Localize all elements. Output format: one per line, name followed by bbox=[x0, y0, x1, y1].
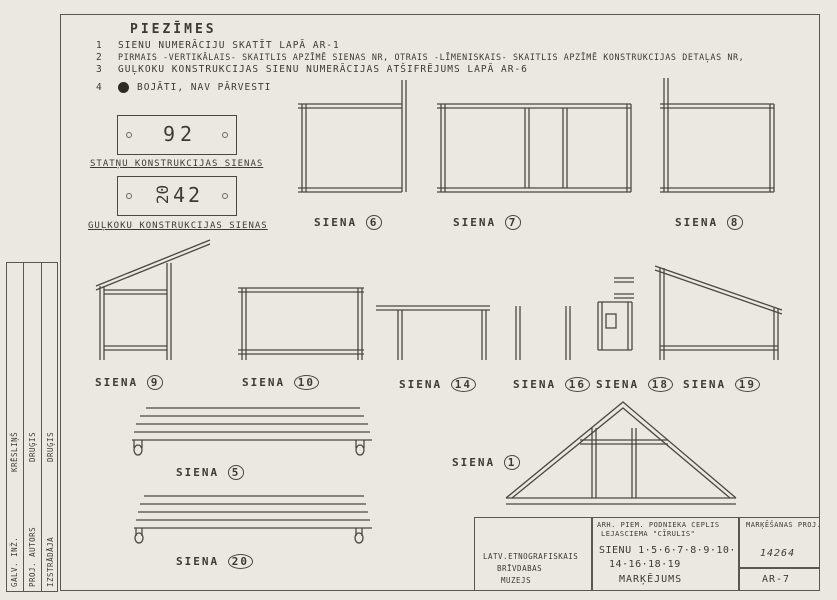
name-drugis-2: DRUĢIS bbox=[46, 431, 55, 462]
wall-label-14: SIENA 14 bbox=[399, 378, 476, 391]
gulkoku-mark-detail: 2 bbox=[188, 183, 201, 207]
statnu-mark-wall: 9 bbox=[163, 122, 176, 146]
sheet-code-cell bbox=[739, 568, 820, 591]
row-izstradaja: IZSTRĀDĀJA bbox=[46, 536, 55, 587]
museum-line-1: LATV.ETNOGRAFISKAIS bbox=[483, 552, 579, 561]
note-1-text: SIENU NUMERĀCIJU SKATĪT LAPĀ AR-1 bbox=[118, 40, 340, 51]
wall-label-5: SIENA 5 bbox=[176, 466, 244, 479]
project-number-cell bbox=[739, 517, 820, 568]
row-galv-inz: GALV. INŽ. bbox=[10, 536, 19, 587]
proj-label: MARĶĒŠANAS PROJ. bbox=[746, 521, 822, 529]
wall-label-1: SIENA 1 bbox=[452, 456, 520, 469]
sheet-code: AR-7 bbox=[762, 574, 791, 585]
wall-label-18: SIENA 18 bbox=[596, 378, 673, 391]
gulkoku-mark-log: 4 bbox=[173, 183, 186, 207]
wall-14-drawing bbox=[376, 306, 490, 360]
proj-number: 14264 bbox=[760, 548, 796, 559]
note-2-number: 2 bbox=[96, 52, 103, 63]
row-proj-autors: PROJ. AUTORS bbox=[28, 526, 37, 587]
note-4-text: BOJĀTI, NAV PĀRVESTI bbox=[137, 82, 272, 93]
wall-label-7: SIENA 7 bbox=[453, 216, 521, 229]
statnu-legend-label: STATŅU KONSTRUKCIJAS SIENAS bbox=[90, 159, 264, 169]
note-1-number: 1 bbox=[96, 40, 103, 51]
gulkoku-mark-wall: 20 bbox=[153, 184, 173, 205]
project-line-1: ARH. PIEM. PODNIEKA CEPLIS bbox=[597, 521, 720, 529]
sheet-title: MARĶĒJUMS bbox=[619, 574, 683, 585]
wall-9-drawing bbox=[96, 240, 210, 360]
wall-1-drawing bbox=[506, 402, 736, 504]
note-2-text: PIRMAIS -VERTIKĀLAIS- SKAITLIS APZĪMĒ SIENAS NR, OTRAIS -LĪMENISKAIS- SKAITLIS APZĪMĒ KONSTRUKCIJAS DETAĻAS NR, bbox=[118, 52, 745, 62]
project-cell bbox=[592, 517, 739, 591]
notes-heading: PIEZĪMES bbox=[130, 22, 217, 37]
wall-7-drawing bbox=[437, 104, 631, 192]
name-kreslins: KRĒSLIŅŠ bbox=[10, 431, 19, 472]
wall-5-drawing bbox=[132, 408, 372, 455]
wall-16-drawing bbox=[516, 306, 570, 360]
walls-line-1: SIENU 1·5·6·7·8·9·10· bbox=[599, 545, 736, 556]
wall-8-drawing bbox=[660, 78, 774, 192]
wall-label-19: SIENA 19 bbox=[683, 378, 760, 391]
project-line-2: LEJASCIEMA "CĪRULIS" bbox=[601, 530, 696, 538]
wall-label-6: SIENA 6 bbox=[314, 216, 382, 229]
museum-line-3: MUZEJS bbox=[501, 576, 532, 585]
wall-label-8: SIENA 8 bbox=[675, 216, 743, 229]
walls-line-2: 14·16·18·19 bbox=[609, 559, 681, 570]
name-drugis-1: DRUĢIS bbox=[28, 431, 37, 462]
note-3-number: 3 bbox=[96, 64, 103, 75]
museum-line-2: BRĪVDABAS bbox=[497, 564, 543, 573]
note-3-text: GUĻKOKU KONSTRUKCIJAS SIENU NUMERĀCIJAS ATŠIFRĒJUMS LAPĀ AR-6 bbox=[118, 64, 528, 75]
note-4-number: 4 bbox=[96, 82, 103, 93]
museum-cell bbox=[474, 517, 592, 591]
wall-10-drawing bbox=[238, 288, 364, 360]
wall-18-drawing bbox=[598, 278, 634, 350]
wall-6-drawing bbox=[298, 80, 406, 192]
wall-label-10: SIENA 10 bbox=[242, 376, 319, 389]
wall-label-20: SIENA 20 bbox=[176, 555, 253, 568]
wall-20-drawing bbox=[134, 496, 372, 543]
signature-block bbox=[6, 262, 58, 592]
wall-label-16: SIENA 16 bbox=[513, 378, 590, 391]
wall-19-drawing bbox=[655, 266, 782, 360]
statnu-mark-detail: 2 bbox=[180, 122, 193, 146]
gulkoku-legend-label: GUĻKOKU KONSTRUKCIJAS SIENAS bbox=[88, 221, 268, 231]
wall-label-9: SIENA 9 bbox=[95, 376, 163, 389]
